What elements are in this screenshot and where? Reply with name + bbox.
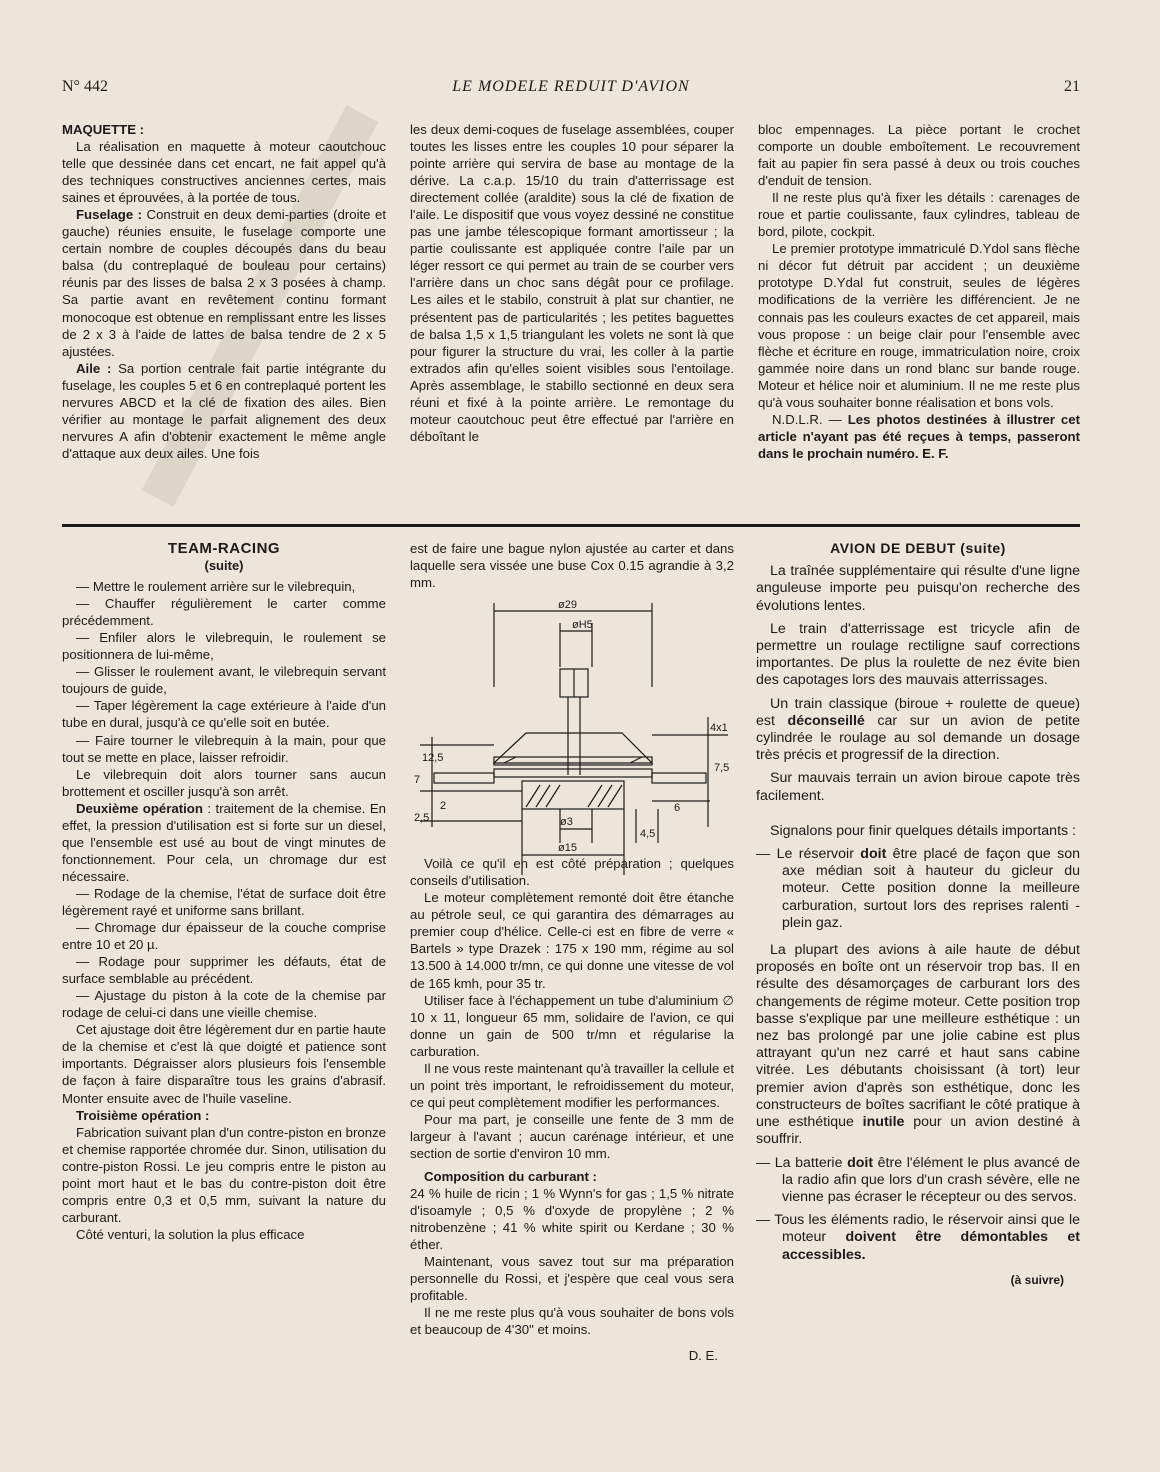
dash-item-radio: — Tous les éléments radio, le réservoir ainsi que le moteur doivent être démontables et accessibles. [756, 1212, 1080, 1263]
author-signature: D. E. [688, 1347, 718, 1363]
paragraph: Voilà ce qu'il en est côté préparation ; quelques conseils d'utilisation. [410, 856, 734, 889]
paragraph: Pour ma part, je conseille une fente de 3 mm de largeur à l'avant ; aucun carénage intérieur, et une section de sortie d'environ 10 mm. [410, 1111, 734, 1161]
paragraph: Le premier prototype immatriculé D.Ydol sans flèche ni décor fut détruit par accident ; un deuxième prototype D.Ydal fut construit, seules de légères modifications de la verrière les différencient. Je ne connais pas les couleurs exactes de cet appareil, mais vous propose : un beige clair pour l'ensemble avec flèche et écriture en rouge, immatriculation noire, croix gammée noire dans un rond blanc sur bande rouge. Moteur et hélice noir et aluminium. Il ne me reste plus qu'à vous souhaiter bonne réalisation et bons vols. [758, 241, 1080, 410]
paragraph: Cet ajustage doit être légèrement dur en partie haute de la chemise et c'est là que doigté et patience sont importants. Dégraisser alors plusieurs fois l'ensemble de façon à faire disparaître tous les grains d'abrasif. Monter ensuite avec de l'huile vaseline. [62, 1022, 386, 1106]
paragraph: Il ne vous reste maintenant qu'à travailler la cellule et un point très important, le refroidissement du moteur, ce qui peut complètement modifier les performances. [410, 1060, 734, 1110]
paragraph: bloc empennages. La pièce portant le crochet comporte un double emboîtement. Le recouvrement fait au papier fin sera passé à deux ou trois couches d'enduit de tension. [758, 122, 1080, 189]
paragraph: — Glisser le roulement avant, le vilebrequin servant toujours de guide, [62, 664, 386, 697]
paragraph-operation-3: Troisième opération : [76, 1107, 210, 1123]
paragraph: La réalisation en maquette à moteur caoutchouc telle que dessinée dans cet encart, ne fait appel qu'à des techniques constructives anciennes certes, mais saines et éprouvées, à la portée de tous. [62, 139, 386, 206]
section-heading-maquette: MAQUETTE : [62, 122, 145, 137]
dim-d29: ø29 [558, 599, 577, 612]
paragraph: — Faire tourner le vilebrequin à la main, pour que tout se mette en place, laisser refroidir. [62, 732, 386, 765]
paragraph: Signalons pour finir quelques détails importants : [770, 822, 1076, 839]
avion-debut-column [756, 540, 1080, 1289]
paragraph: — Chromage dur épaisseur de la couche comprise entre 10 et 20 µ. [62, 920, 386, 953]
dim-75: 7,5 [714, 762, 730, 775]
paragraph: Il ne reste plus qu'à fixer les détails : carenages de roue et partie coulissante, faux cylindres, tableau de bord, pilote, cockpit. [758, 190, 1080, 240]
dim-25: 2,5 [414, 812, 430, 825]
magazine-title: LE MODELE REDUIT D'AVION [452, 78, 690, 95]
team-racing-column [62, 540, 386, 1243]
paragraph: Fabrication suivant plan d'un contre-piston en bronze et chemise rapportée chromée dur. Sinon, utilisation du contre-piston Rossi. Le jeu compris entre le piston au point mort haut et le bas du contre-piston doit être compris entre 0,3 et 0,5 mm, suivant la nature du carburant. [62, 1124, 386, 1225]
paragraph: — Rodage pour supprimer les défauts, état de surface semblable au précédent. [62, 954, 386, 987]
dash-item-batterie: — La batterie doit être l'élément le plus avancé de la radio afin que lors d'un crash sévère, elle ne vienne pas écraser le récepteur ou des servos. [756, 1154, 1081, 1205]
dim-h5: øH5 [572, 619, 593, 632]
team-racing-column-2 [410, 540, 734, 1364]
paragraph: Maintenant, vous savez tout sur ma préparation personnelle du Rossi, et j'espère que ceal vous sera profitable. [410, 1254, 734, 1304]
paragraph: — Rodage de la chemise, l'état de surface doit être légèrement rayé et uniforme sans brillant. [62, 885, 386, 918]
issue-number: N° 442 [62, 78, 108, 95]
section-divider [62, 524, 1080, 527]
carb-heading: Composition du carburant : [424, 1169, 597, 1185]
paragraph: Sur mauvais terrain un avion biroue capote très facilement. [756, 770, 1080, 804]
paragraph-operation-2: Deuxième opération : traitement de la chemise. En effet, la pression d'utilisation est si forte sur un diesel, que l'ensemble est usé au bout de vingt minutes de fonctionnement. Pour cela, un chromage dur est nécessaire. [62, 800, 386, 884]
to-be-continued: (à suivre) [1010, 1272, 1064, 1287]
paragraph: — Enfiler alors le vilebrequin, le roulement se positionnera de lui-même, [62, 630, 386, 663]
paragraph: — Taper légèrement la cage extérieure à l'aide d'un tube en dural, jusqu'à ce qu'elle soit en butée. [62, 698, 386, 731]
venturi-technical-drawing [410, 597, 734, 855]
team-racing-title: TEAM-RACING [167, 540, 281, 557]
paragraph-aile: Aile : Sa portion centrale fait partie intégrante du fuselage, les couples 5 et 6 en contreplaqué portent les nervures ABCD et la clé de fixation des ailes. Bien vérifier au montage le parfait alignement des deux nervures A afin d'obtenir exactement le même angle d'attaque aux deux ailes. Une fois [62, 360, 387, 461]
paragraph: — Mettre le roulement arrière sur le vilebrequin, [76, 579, 356, 595]
paragraph: Un train classique (biroue + roulette de queue) est déconseillé car sur un avion de petite cylindrée le roulage au sol demande un dosage très précis et progressif de la direction. [756, 695, 1080, 764]
paragraph: les deux demi-coques de fuselage assemblées, couper toutes les lisses entre les couples 10 pour séparer la pointe arrière qui servira de base au montage de la dérive. La c.a.p. 15/10 du train d'atterrissage est directement collée (araldite) sous la clé de fixation de l'aile. Le dispositif que vous voyez dessiné ne constitue pas une jambe télescopique formant amortisseur ; la partie coulissante est appliquée contre l'aile par un léger ressort ce qui permet au train de se courber vers l'arrière dans un choc sans dégât pour ce profilage. Les ailes et le stabilo, construit à plat sur chantier, ne présentent pas de particularités ; les petites baguettes de balsa 1,5 x 1,5 triangulant les volets ne sont là que pour figurer la structure du vrai, les coller à la partie extrados afin qu'elles soient visibles sous l'entoilage. Après assemblage, le stabillo sectionné en deux sera réuni et fixé à la pointe arrière. Le remontage du moteur caoutchouc peut être effectué par l'arrière en déboîtant le [410, 122, 734, 444]
dim-4x1: 4x1 [710, 722, 728, 735]
carb-composition: 24 % huile de ricin ; 1 % Wynn's for gas ; 1,5 % nitrate d'isoamyle ; 0,5 % d'oxyde de propylène ; 2 % nitrobenzène ; 41 % white spirit ou Kerdane ; 30 % éther. [410, 1186, 734, 1253]
paragraph: Il ne me reste plus qu'à vous souhaiter de bons vols et beaucoup de 4'30" et moins. [410, 1305, 734, 1338]
avion-debut-title: AVION DE DEBUT (suite) [830, 540, 1006, 556]
dim-12: 12,5 [422, 752, 444, 765]
paragraph: La plupart des avions à aile haute de début proposés en boîte ont un réservoir trop bas. Il en résulte des désamorçages de carburant lors des changements de régime moteur. Cette position trop basse s'explique par une meilleure esthétique : un nez bas prolongé par une jolie cabine est plus attrayant qu'un nez carré et haut sans cabine vitrée. Les débutants choisissant (à tort) leur premier avion d'après son esthétique, donc les constructeurs de boîtes sacrifiant le côté pratique à une esthétique inutile pour un avion destiné à souffrir. [756, 942, 1080, 1148]
maquette-column-2 [410, 121, 734, 445]
ndlr-note: N.D.L.R. — Les photos destinées à illustrer cet article n'ayant pas été reçues à temps, passeront dans le prochain numéro. E. F. [758, 411, 1080, 461]
dim-6: 6 [674, 802, 681, 815]
maquette-column-3 [758, 121, 1080, 462]
dash-item-reservoir: — Le réservoir doit être placé de façon que son axe médian soit à hauteur du gicleur du moteur. Cette position donne la meilleure carburation, surtout lors des reprises ralenti - plein gaz. [756, 846, 1080, 931]
paragraph: est de faire une bague nylon ajustée au carter et dans laquelle sera vissée une buse Cox 0.15 agrandie à 3,2 mm. [410, 541, 734, 591]
paragraph: — Chauffer régulièrement le carter comme précédemment. [62, 596, 386, 629]
dim-d3: ø3 [560, 816, 573, 829]
paragraph: La traînée supplémentaire qui résulte d'une ligne anguleuse importe peu puisqu'on recherche des évolutions lentes. [756, 563, 1080, 614]
page-number: 21 [1064, 78, 1080, 95]
dim-d15: ø15 [558, 842, 577, 855]
team-racing-subtitle: (suite) [204, 558, 244, 574]
paragraph: Le train d'atterrissage est tricycle afin de permettre un roulage rectiligne sauf corrections importantes. De plus la roulette de nez évite bien des capotages lors des mauvais atterrissages. [756, 620, 1080, 689]
paragraph: Le vilebrequin doit alors tourner sans aucun brottement et osciller jusqu'à son arrêt. [62, 766, 386, 799]
paragraph-fuselage: Fuselage : Construit en deux demi-parties (droite et gauche) réunies ensuite, le fuselage comporte une certain nombre de couples découpés dans du beau balsa (du contreplaqué de bouleau pour certains) réunis par des lisses de balsa 2 x 3 posées à champ. Sa partie avant en revêtement continu formant monocoque est obtenue en remplissant entre les lisses de 2 x 3 à l'aide de lattes de balsa tendre de 2 x 5 ajustées. [62, 207, 386, 359]
dim-2: 2 [440, 800, 447, 813]
page-header [62, 78, 1080, 102]
paragraph: Côté venturi, la solution la plus efficace [76, 1226, 305, 1242]
dim-7: 7 [414, 774, 421, 787]
paragraph: Le moteur complètement remonté doit être étanche au pétrole seul, ce qui garantira des démarrages au premier coup d'hélice. Celle-ci est en fibre de verre « Bartels » type Drazek : 175 x 190 mm, régime au sol 13.500 à 14.000 tr/mn, ce qui donne une vitesse de vol de 165 kmh, pour 35 tr. [410, 890, 734, 991]
paragraph: Utiliser face à l'échappement un tube d'aluminium ∅ 10 x 11, longueur 65 mm, solidaire de l'avion, ce qui donne un gain de 500 tr/mn et régularise la carburation. [410, 992, 734, 1059]
dim-45: 4,5 [640, 828, 656, 841]
maquette-column-1 [62, 121, 386, 462]
paragraph: — Ajustage du piston à la cote de la chemise par rodage de celui-ci dans une vieille chemise. [62, 988, 386, 1021]
